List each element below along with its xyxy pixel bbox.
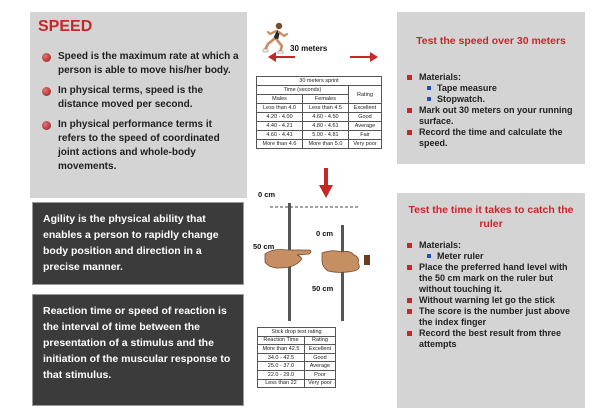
table-cell: Average	[304, 362, 335, 371]
speed-bullet: In physical performance terms it refers to the speed of coordinated joint actions and whole-body movements.	[42, 118, 242, 174]
table-cell: 4.20 - 4.00	[257, 113, 303, 122]
stick-drop-rating-table	[257, 327, 336, 388]
agility-text: Agility is the physical ability that enables a person to rapidly change body position and direction in a precise manner.	[43, 213, 219, 273]
reaction-text: Reaction time or speed of reaction is the interval of time between the presentation of a stimulus and the initiation of the muscular response to that stimulus.	[43, 305, 231, 381]
materials-label: Materials:	[405, 240, 581, 251]
table-row	[258, 353, 336, 362]
table-cell: Excellent	[348, 104, 381, 113]
table-row	[258, 379, 336, 388]
step-item: Mark out 30 meters on your running surface.	[405, 105, 581, 127]
table-cell: 34.0 - 42.5	[258, 353, 305, 362]
table-cell: Poor	[304, 370, 335, 379]
ruler-label-mid: 0 cm	[316, 229, 334, 238]
ruler-label-top: 0 cm	[258, 190, 276, 199]
speed-bullet: Speed is the maximum rate at which a person is able to move his/her body.	[42, 50, 242, 78]
open-hand-icon	[263, 242, 319, 272]
speed-panel	[30, 12, 247, 198]
table-header: Rating	[348, 86, 381, 104]
ruler-start-marker	[270, 202, 360, 212]
step-item: Record the time and calculate the speed.	[405, 127, 581, 149]
table-cell: 22.0 - 29.0	[258, 370, 305, 379]
step-item: The score is the number just above the index finger	[405, 306, 581, 328]
table-header: Females	[302, 95, 348, 104]
sprint-test-title: Test the speed over 30 meters	[416, 35, 566, 47]
sprint-test-steps	[405, 72, 581, 149]
left-arrow-icon	[268, 52, 296, 62]
ruler-label-left: 50 cm	[253, 242, 275, 251]
materials-label: Materials:	[405, 72, 581, 83]
table-row	[257, 122, 382, 131]
table-row	[257, 113, 382, 122]
table-cell: 4.40 - 4.21	[257, 122, 303, 131]
step-item: Place the preferred hand level with the 50 cm mark on the ruler but without touching it.	[405, 262, 581, 295]
table-cell: Very poor	[304, 379, 335, 388]
table-title: Stick drop test rating	[258, 328, 336, 337]
distance-label: 30 meters	[290, 44, 328, 53]
table-row	[258, 345, 336, 354]
down-arrow-icon	[319, 168, 333, 198]
material-item: Tape measure	[405, 83, 581, 94]
table-row	[258, 370, 336, 379]
sprint-test-panel	[397, 12, 585, 164]
table-header: Males	[257, 95, 303, 104]
table-cell: More than 5.0	[302, 140, 348, 149]
table-cell: 4.80 - 4.61	[302, 122, 348, 131]
table-row	[257, 140, 382, 149]
material-item: Meter ruler	[405, 251, 581, 262]
table-cell: Good	[348, 113, 381, 122]
ruler-label-bottom: 50 cm	[312, 284, 334, 293]
speed-title: SPEED	[38, 18, 93, 35]
table-cell: 5.00 - 4.81	[302, 131, 348, 140]
runner-icon	[262, 22, 290, 54]
table-cell: Good	[304, 353, 335, 362]
table-row	[257, 104, 382, 113]
table-cell: Excellent	[304, 345, 335, 354]
table-cell: More than 4.6	[257, 140, 303, 149]
ruler-test-title: Test the time it takes to catch the ruler	[408, 204, 574, 230]
material-item: Stopwatch.	[405, 94, 581, 105]
sprint-rating-table	[256, 76, 382, 149]
table-cell: 4.60 - 4.41	[257, 131, 303, 140]
table-cell: 4.60 - 4.50	[302, 113, 348, 122]
reaction-panel	[32, 294, 244, 406]
table-cell: 25.0 - 37.0	[258, 362, 305, 371]
step-item: Without warning let go the stick	[405, 295, 581, 306]
table-cell: Less than 4.5	[302, 104, 348, 113]
table-row	[257, 131, 382, 140]
speed-bullet-list	[42, 50, 242, 180]
table-header: Rating	[304, 336, 335, 345]
catching-hand-icon	[320, 247, 370, 275]
right-arrow-icon	[350, 52, 378, 62]
table-cell: Fair	[348, 131, 381, 140]
table-header: Time (seconds)	[257, 86, 349, 95]
table-cell: Less than 4.0	[257, 104, 303, 113]
table-cell: Less than 22	[258, 379, 305, 388]
ruler-test-panel	[397, 193, 585, 408]
table-title: 30 meters sprint	[257, 77, 382, 86]
agility-panel	[32, 202, 244, 285]
table-cell: More than 42.5	[258, 345, 305, 354]
step-item: Record the best result from three attempts	[405, 328, 581, 350]
table-cell: Average	[348, 122, 381, 131]
ruler-test-steps	[405, 240, 581, 350]
table-header: Reaction Time	[258, 336, 305, 345]
speed-bullet: In physical terms, speed is the distance moved per second.	[42, 84, 242, 112]
table-row	[258, 362, 336, 371]
table-cell: Very poor	[348, 140, 381, 149]
